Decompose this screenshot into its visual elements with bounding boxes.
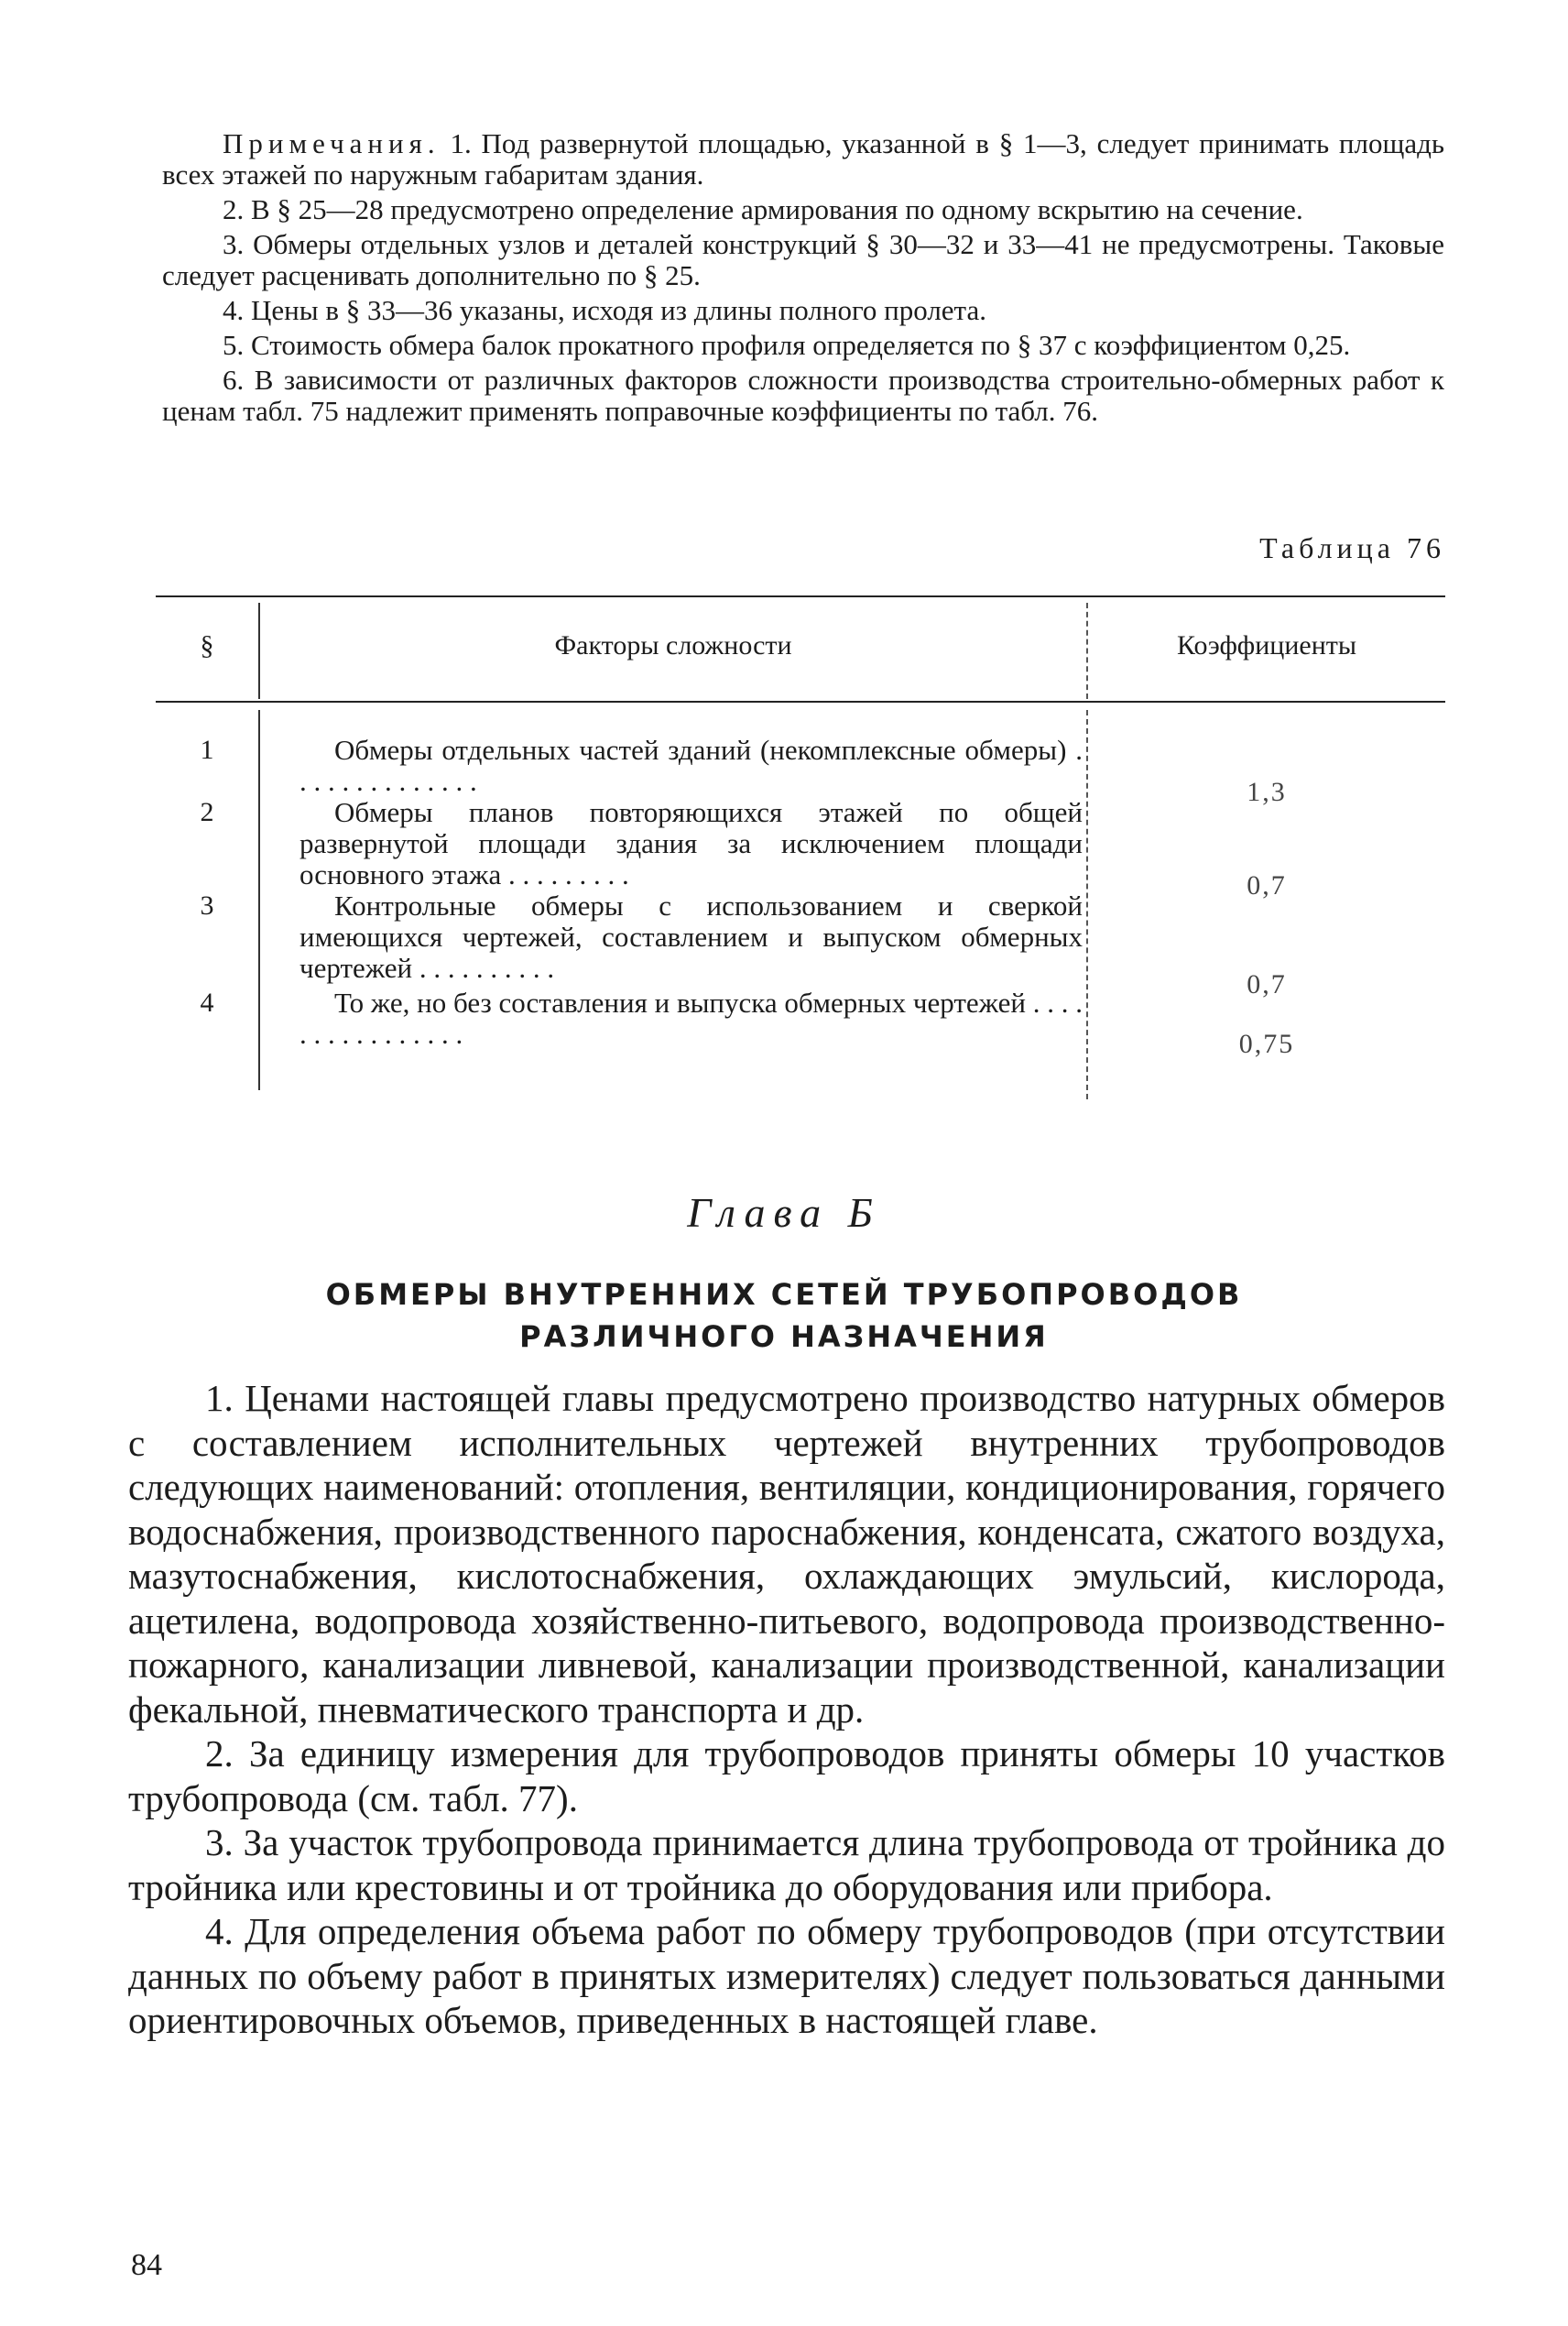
row-2-coefficient: 0,7 <box>1247 870 1287 901</box>
table-caption: Таблица 76 <box>1259 531 1445 564</box>
row-4-factor-text: То же, но без составления и выпуска обмерных чертежей . . . . . . . . . . . . . . . . <box>299 987 1083 1050</box>
chapter-heading-line-1: ОБМЕРЫ ВНУТРЕННИХ СЕТЕЙ ТРУБОПРОВОДОВ <box>325 1277 1243 1312</box>
header-coefficients: Коэффициенты <box>1176 630 1357 661</box>
row-4-coefficient: 0,75 <box>1238 1029 1295 1059</box>
note-5: 5. Стоимость обмера балок прокатного профиля определяется по § 37 с коэффициентом 0,25. <box>223 329 1351 361</box>
paragraph-2: 2. За единицу измерения для трубопроводов приняты обмеры 10 участков трубопровода (см. табл. 77). <box>128 1732 1445 1819</box>
notes-lead: Примечания. <box>223 127 441 159</box>
row-4-number: 4 <box>200 988 214 1018</box>
row-2-number: 2 <box>200 797 214 827</box>
chapter-heading <box>0 1273 1568 1358</box>
header-factors: Факторы сложности <box>554 630 792 661</box>
row-1-factor-text: Обмеры отдельных частей зданий (некомплексные обмеры) . . . . . . . . . . . . . . <box>299 734 1083 797</box>
row-1-number: 1 <box>200 735 214 765</box>
table-top-rule <box>156 595 1445 597</box>
row-3-factor-text: Контрольные обмеры с использованием и сверкой имеющихся чертежей, составлением и выпуском обмерных чертежей . . . . . . . . . . <box>299 890 1083 984</box>
coefficients-table <box>156 595 1445 1108</box>
paragraph-3: 3. За участок трубопровода принимается длина трубопровода от тройника до тройника или крестовины и от тройника до оборудования или прибора. <box>128 1821 1445 1908</box>
row-3-factor <box>299 890 1083 984</box>
chapter-title: Глава Б <box>687 1189 881 1236</box>
row-2-factor <box>299 797 1083 890</box>
table-divider <box>258 710 260 1090</box>
paragraph-4: 4. Для определения объема работ по обмеру трубопроводов (при отсутствии данных по объему работ в принятых измерителях) следует пользоваться данными ориентировочных объемов, приведенных в настоящей главе. <box>128 1910 1445 2041</box>
row-3-number: 3 <box>200 890 214 921</box>
chapter-heading-line-2: РАЗЛИЧНОГО НАЗНАЧЕНИЯ <box>519 1319 1049 1354</box>
note-3: 3. Обмеры отдельных узлов и деталей конструкций § 30—32 и 33—41 не предусмотрены. Таковые следует расценивать дополнительно по § 25. <box>162 228 1444 291</box>
note-4: 4. Цены в § 33—36 указаны, исходя из длины полного пролета. <box>223 294 986 326</box>
note-6: 6. В зависимости от различных факторов сложности производства строительно-обмерных работ к ценам табл. 75 надлежит применять поправочные коэффициенты по табл. 76. <box>162 364 1444 427</box>
note-1-text: 1. Под развернутой площадью, указанной в § 1—3, следует принимать площадь всех этажей по наружным габаритам здания. <box>162 127 1444 191</box>
notes-block <box>162 128 1444 431</box>
row-1-factor <box>299 735 1083 797</box>
row-3-coefficient: 0,7 <box>1247 969 1287 999</box>
note-1 <box>162 128 1444 191</box>
row-1-coefficient: 1,3 <box>1247 777 1287 807</box>
page-number: 84 <box>131 2248 162 2282</box>
row-4-factor <box>299 988 1083 1050</box>
table-header-rule <box>156 701 1445 703</box>
header-section: § <box>200 630 214 661</box>
body-text <box>128 1376 1445 2043</box>
row-2-factor-text: Обмеры планов повторяющихся этажей по общей развернутой площади здания за исключением площади основного этажа . . . . . . . . . <box>299 796 1083 890</box>
note-2: 2. В § 25—28 предусмотрено определение армирования по одному вскрытию на сечение. <box>223 193 1303 225</box>
paragraph-1: 1. Ценами настоящей главы предусмотрено производство натурных обмеров с составлением исполнительных чертежей внутренних трубопроводов следующих наименований: отопления, вентиляции, кондиционирования, горячего водоснабжения, производственного пароснабжения, конденсата, сжатого воздуха, мазутоснабжения, кислотоснабжения, охлаждающих эмульсий, кислорода, ацетилена, водопровода хозяйственно-питьевого, водопровода производственно-пожарного, канализации ливневой, канализации производственной, канализации фекальной, пневматического транспорта и др. <box>128 1377 1445 1731</box>
